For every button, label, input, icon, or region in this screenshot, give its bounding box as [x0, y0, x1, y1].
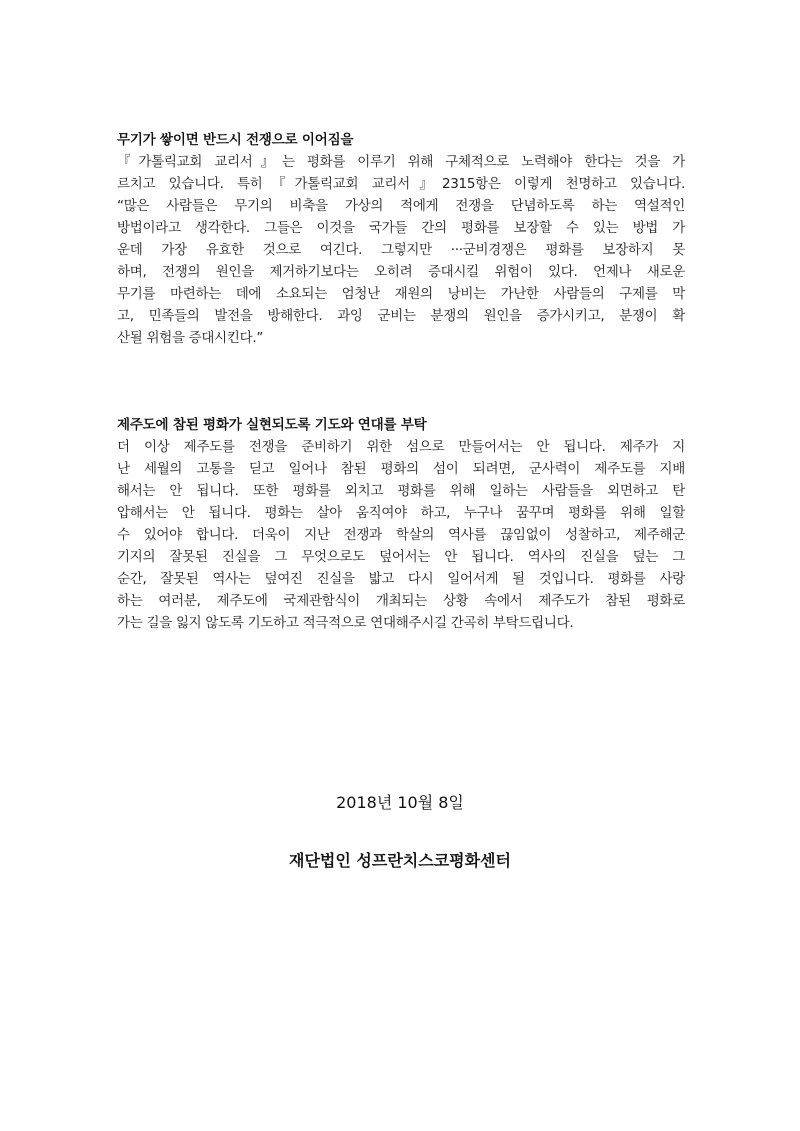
section-jeju-peace: [117, 414, 685, 634]
paragraph-line: 가는 길을 잃지 않도록 기도하고 적극적으로 연대해주시길 간곡히 부탁드립니다.: [117, 615, 574, 631]
paragraph-line: 고, 민족들의 발전을 방해한다. 과잉 군비는 분쟁의 원인을 증가시키고, 분쟁이 확: [117, 308, 685, 324]
paragraph-line: 하며, 전쟁의 원인을 제거하기보다는 오히려 증대시킬 위험이 있다. 언제나 새로운: [117, 264, 685, 280]
section-heading: 제주도에 참된 평화가 실현되도록 기도와 연대를 부탁: [117, 417, 427, 433]
paragraph-line: 수 있어야 합니다. 더욱이 지난 전쟁과 학살의 역사를 끊임없이 성찰하고, 제주해군: [117, 527, 685, 543]
paragraph-line: 더 이상 제주도를 전쟁을 준비하기 위한 섬으로 만들어서는 안 됩니다. 제주가 지: [117, 439, 685, 455]
paragraph-line: 운데 가장 유효한 것으로 여긴다. 그렇지만 ···군비경쟁은 평화를 보장하지 못: [117, 242, 685, 258]
section-heading: 무기가 쌓이면 반드시 전쟁으로 이어짐을: [117, 132, 354, 148]
paragraph-line: 해서는 안 됩니다. 또한 평화를 외치고 평화를 위해 일하는 사람들을 외면하고 탄: [117, 483, 685, 499]
paragraph-line: 르치고 있습니다. 특히『가톨릭교회 교리서』2315항은 이렇게 천명하고 있습니다.: [117, 176, 685, 192]
paragraph-line: 하는 여러분, 제주도에 국제관함식이 개최되는 상황 속에서 제주도가 참된 평화로: [117, 593, 685, 609]
paragraph-line: 무기를 마련하는 데에 소요되는 엄청난 재원의 낭비는 가난한 사람들의 구제를 막: [117, 286, 685, 302]
paragraph-line: 산될 위험을 증대시킨다.”: [117, 330, 264, 346]
paragraph-line: 기지의 잘못된 진실을 그 무엇으로도 덮어서는 안 됩니다. 역사의 진실을 덮는 그: [117, 549, 685, 565]
paragraph-line: 압해서는 안 됩니다. 평화는 살아 움직여야 하고, 누구나 꿈꾸며 평화를 위해 일할: [117, 505, 685, 521]
paragraph-line: 방법이라고 생각한다. 그들은 이것을 국가들 간의 평화를 보장할 수 있는 방법 가: [117, 220, 685, 236]
paragraph-line: 난 세월의 고통을 딛고 일어나 참된 평화의 섬이 되려면, 군사력이 제주도를 지배: [117, 461, 685, 477]
paragraph-line: 『가톨릭교회 교리서』는 평화를 이루기 위해 구체적으로 노력해야 한다는 것을 가: [117, 154, 685, 170]
paragraph-line: 순간, 잘못된 역사는 덮여진 진실을 밟고 다시 일어서게 될 것입니다. 평화를 사랑: [117, 571, 685, 587]
document-date: 2018년 10월 8일: [336, 793, 464, 812]
section-weapons-war: [117, 129, 685, 349]
organization-name: 재단법인 성프란치스코평화센터: [289, 851, 511, 870]
paragraph-line: “많은 사람들은 무기의 비축을 가상의 적에게 전쟁을 단념하도록 하는 역설적인: [117, 198, 685, 214]
